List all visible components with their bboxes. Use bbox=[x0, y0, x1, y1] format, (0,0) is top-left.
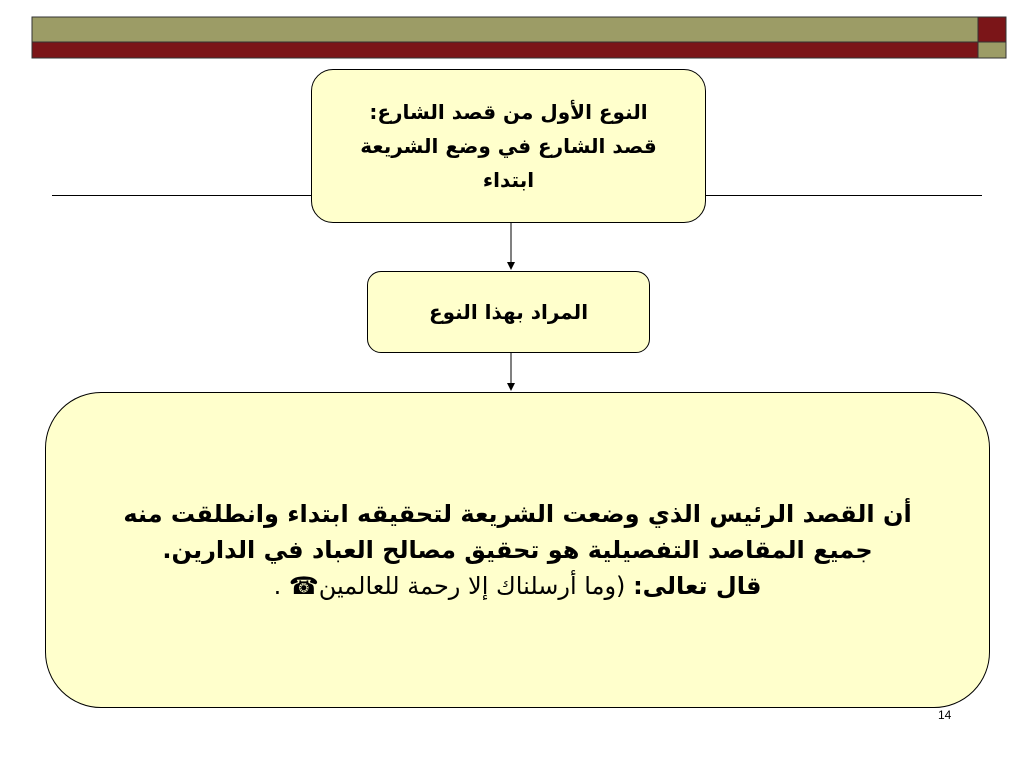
meaning-box bbox=[367, 271, 650, 353]
first-type-title: النوع الأول من قصد الشارع: bbox=[369, 100, 648, 124]
meaning-label: المراد بهذا النوع bbox=[428, 300, 589, 324]
verse-text: وما أرسلناك إلا رحمة للعالمين bbox=[318, 572, 617, 600]
explanation-box bbox=[45, 392, 990, 708]
explanation-line-1: أن القصد الرئيس الذي وضعت الشريعة لتحقيقه ابتداء وانطلقت منه bbox=[123, 500, 912, 528]
phone-glyph-icon: ☎ bbox=[288, 572, 319, 600]
verse-line bbox=[274, 568, 762, 604]
first-type-subtitle: قصد الشارع في وضع الشريعة bbox=[360, 134, 657, 158]
explanation-line-2: جميع المقاصد التفصيلية هو تحقيق مصالح العباد في الدارين. bbox=[162, 536, 873, 564]
title-bar-decoration bbox=[0, 0, 1024, 64]
verse-intro: قال تعالى: bbox=[633, 572, 762, 600]
first-type-subtitle-end: ابتداء bbox=[482, 168, 535, 192]
verse-open-bracket: ( bbox=[616, 572, 626, 600]
first-type-box bbox=[311, 69, 706, 223]
page-number: 14 bbox=[938, 708, 952, 722]
verse-end: . bbox=[273, 572, 289, 600]
